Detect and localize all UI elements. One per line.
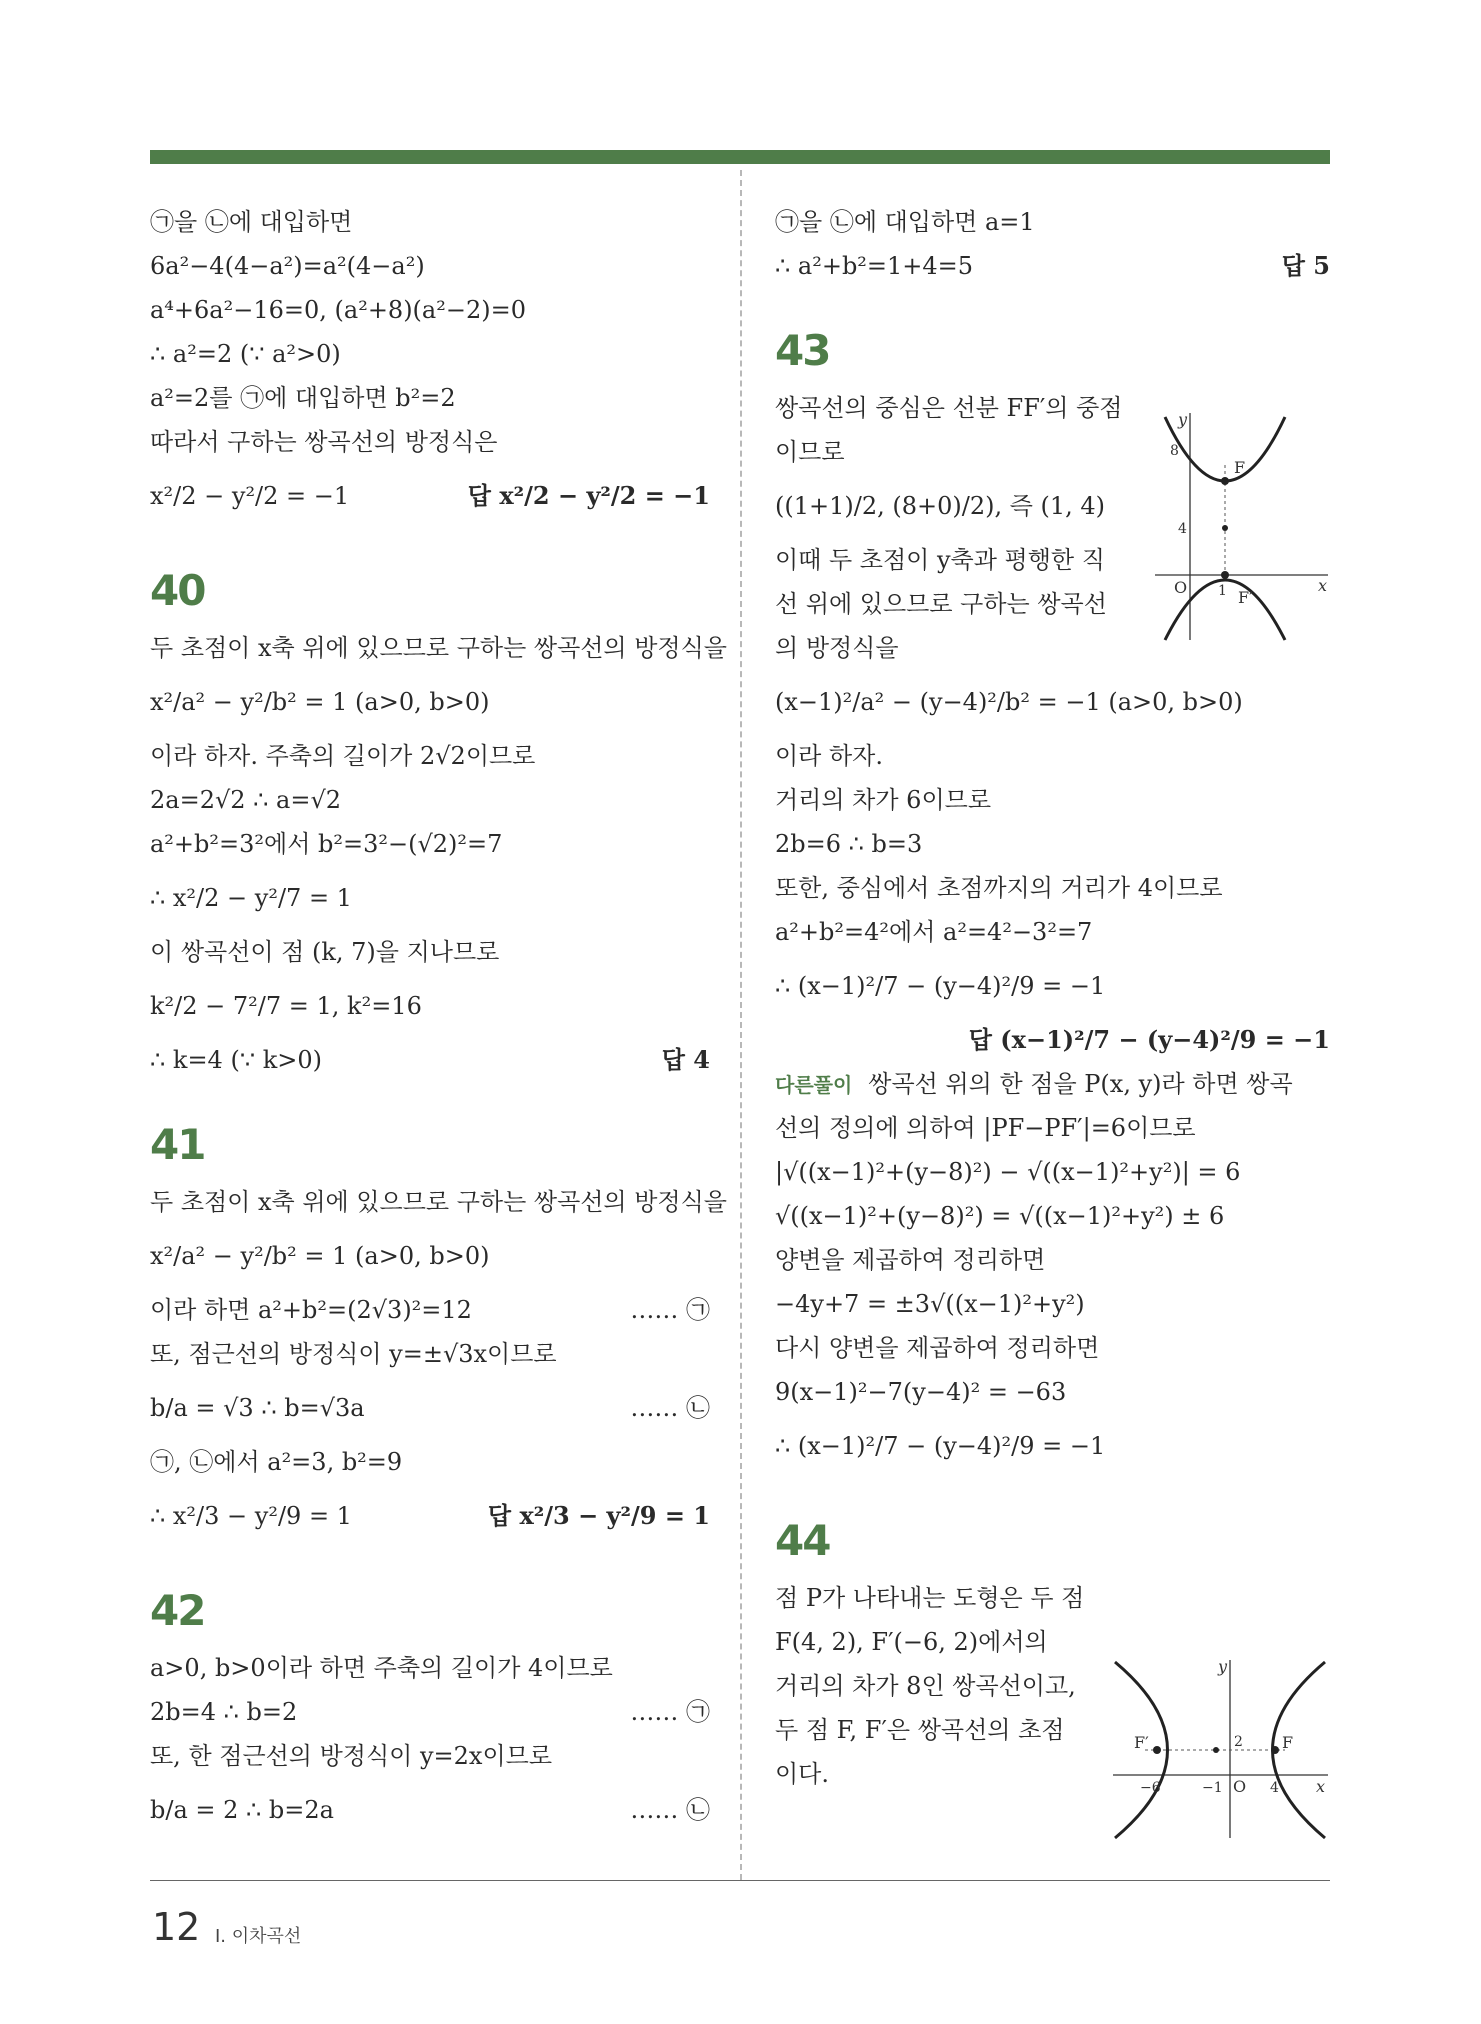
equation-line: x²/a² − y²/b² = 1 (a>0, b>0) (150, 1242, 490, 1270)
text-line (150, 1288, 710, 1332)
marker-1: …… ㉠ (630, 1296, 710, 1324)
chapter-title: Ⅰ. 이차곡선 (215, 1926, 302, 1947)
text-line: √((x−1)²+(y−8)²) = √((x−1)²+y²) ± 6 (775, 1202, 1225, 1230)
text-line: 이다. (775, 1760, 829, 1788)
text-line: 점 P가 나타내는 도형은 두 점 (775, 1584, 1085, 1612)
equation-line (150, 1778, 710, 1842)
text-line: 두 점 F, F′은 쌍곡선의 초점 (775, 1716, 1065, 1744)
marker-1: …… ㉠ (630, 1698, 710, 1726)
left-column (150, 200, 727, 1842)
text-line: 거리의 차가 6이므로 (775, 786, 991, 814)
text-line: 이 쌍곡선이 점 (k, 7)을 지나므로 (150, 938, 500, 966)
answer: 답 x²/2 − y²/2 = −1 (467, 481, 710, 510)
page-number: 12 (152, 1905, 201, 1949)
equation: x²/2 − y²/2 = −1 (150, 482, 350, 510)
text-line: 두 초점이 x축 위에 있으므로 구하는 쌍곡선의 방정식을 (150, 1188, 727, 1216)
tick-2: 2 (1234, 1734, 1243, 1750)
problem-number-41: 41 (150, 1120, 205, 1169)
text-line: 두 초점이 x축 위에 있으므로 구하는 쌍곡선의 방정식을 (150, 634, 727, 662)
text-line: ㉠, ㉡에서 a²=3, b²=9 (150, 1448, 403, 1476)
tick-8: 8 (1170, 443, 1179, 459)
tick-1: 1 (1218, 583, 1227, 599)
text-line: 선의 정의에 의하여 |PF−PF′|=6이므로 (775, 1114, 1196, 1142)
equation-line (150, 464, 710, 528)
y-label: y (1218, 1657, 1228, 1676)
equation-line: ((1+1)/2, (8+0)/2), 즉 (1, 4) (775, 492, 1106, 520)
equation-line (150, 1484, 710, 1548)
equation-line: ∴ x²/2 − y²/7 = 1 (150, 884, 352, 912)
conclusion: ∴ k=4 (∵ k>0) (150, 1046, 322, 1074)
equation-line: ∴ (x−1)²/7 − (y−4)²/9 = −1 (775, 972, 1106, 1000)
text-line (775, 244, 1330, 288)
text-line: 2b=6 ∴ b=3 (775, 830, 923, 858)
text-line: ㉠을 ㉡에 대입하면 a=1 (775, 208, 1035, 236)
origin-label: O (1233, 1777, 1247, 1796)
center-point (1213, 1747, 1219, 1753)
alt-text: 쌍곡선 위의 한 점을 P(x, y)라 하면 쌍곡 (868, 1070, 1293, 1098)
text-line: a²+b²=4²에서 a²=4²−3²=7 (775, 918, 1093, 946)
center-point (1222, 525, 1228, 531)
text-line: 6a²−4(4−a²)=a²(4−a²) (150, 252, 425, 280)
text-line: −4y+7 = ±3√((x−1)²+y²) (775, 1290, 1085, 1318)
focus-F (1221, 477, 1229, 485)
y-label: y (1178, 410, 1188, 429)
text-line (150, 1038, 710, 1082)
tick-neg6: −6 (1140, 1780, 1161, 1796)
text-line: 거리의 차가 8인 쌍곡선이고, (775, 1672, 1076, 1700)
label-F-prime: F′ (1134, 1733, 1149, 1752)
text-line: |√((x−1)²+(y−8)²) − √((x−1)²+y²)| = 6 (775, 1158, 1241, 1186)
tick-neg1: −1 (1202, 1780, 1223, 1796)
footer-rule (150, 1880, 1330, 1881)
tick-4: 4 (1270, 1780, 1279, 1796)
text-line: 쌍곡선의 중심은 선분 FF′의 중점 (775, 394, 1123, 422)
equation-line: k²/2 − 7²/7 = 1, k²=16 (150, 992, 422, 1020)
text-line: a⁴+6a²−16=0, (a²+8)(a²−2)=0 (150, 296, 526, 324)
text-line: 이때 두 초점이 y축과 평행한 직 (775, 546, 1105, 574)
text-line (150, 1690, 710, 1734)
focus-F-prime (1221, 571, 1229, 579)
text-line: 의 방정식을 (775, 634, 899, 662)
marker-2: …… ㉡ (630, 1394, 710, 1422)
text-line: a²=2를 ㉠에 대입하면 b²=2 (150, 384, 456, 412)
hyperbola-graph-44 (1110, 1650, 1330, 1840)
equation-line: x²/a² − y²/b² = 1 (a>0, b>0) (150, 688, 490, 716)
marker-2: …… ㉡ (630, 1796, 710, 1824)
x-label: x (1318, 576, 1328, 595)
text-line: ∴ a²=2 (∵ a²>0) (150, 340, 341, 368)
x-label: x (1316, 1777, 1326, 1796)
statement: b/a = √3 ∴ b=√3a (150, 1394, 365, 1422)
answer: 답 (x−1)²/7 − (y−4)²/9 = −1 (968, 1025, 1330, 1054)
statement: 2b=4 ∴ b=2 (150, 1698, 298, 1726)
text-line: 따라서 구하는 쌍곡선의 방정식은 (150, 428, 498, 456)
equation-line: (x−1)²/a² − (y−4)²/b² = −1 (a>0, b>0) (775, 688, 1243, 716)
focus-F-prime (1153, 1746, 1161, 1754)
text-line: 이므로 (775, 438, 845, 466)
text-line: 선 위에 있으므로 구하는 쌍곡선 (775, 590, 1107, 618)
text-line: 또한, 중심에서 초점까지의 거리가 4이므로 (775, 874, 1223, 902)
text-line: 2a=2√2 ∴ a=√2 (150, 786, 342, 814)
problem-number-44: 44 (775, 1516, 830, 1565)
text-line (775, 1062, 1330, 1106)
text-line: a²+b²=3²에서 b²=3²−(√2)²=7 (150, 830, 503, 858)
right-branch (1273, 1662, 1326, 1838)
problem-number-42: 42 (150, 1586, 205, 1635)
equation-line (150, 1376, 710, 1440)
origin-label: O (1174, 578, 1188, 597)
tick-4: 4 (1178, 521, 1187, 537)
answer: 답 5 (1281, 251, 1330, 280)
text-line: 9(x−1)²−7(y−4)² = −63 (775, 1378, 1067, 1406)
top-green-bar (150, 150, 1330, 164)
text-line: a>0, b>0이라 하면 주축의 길이가 4이므로 (150, 1654, 613, 1682)
hyperbola-graph-43 (1150, 405, 1330, 645)
column-divider (740, 170, 742, 1880)
text-line: 또, 한 점근선의 방정식이 y=2x이므로 (150, 1742, 553, 1770)
text-line: 이라 하자. 주축의 길이가 2√2이므로 (150, 742, 536, 770)
conclusion: ∴ a²+b²=1+4=5 (775, 252, 974, 280)
statement: 이라 하면 a²+b²=(2√3)²=12 (150, 1296, 472, 1324)
equation-line: ∴ (x−1)²/7 − (y−4)²/9 = −1 (775, 1432, 1106, 1460)
label-F: F (1234, 458, 1246, 477)
problem-number-43: 43 (775, 326, 830, 375)
text-line: ㉠을 ㉡에 대입하면 (150, 208, 353, 236)
label-F: F (1282, 1733, 1294, 1752)
statement: b/a = 2 ∴ b=2a (150, 1796, 334, 1824)
answer: 답 4 (661, 1045, 710, 1074)
text-line: 다시 양변을 제곱하여 정리하면 (775, 1334, 1100, 1362)
focus-F (1271, 1746, 1279, 1754)
text-line: 또, 점근선의 방정식이 y=±√3x이므로 (150, 1340, 557, 1368)
text-line: 이라 하자. (775, 742, 883, 770)
problem-number-40: 40 (150, 566, 205, 615)
answer: 답 x²/3 − y²/9 = 1 (487, 1501, 710, 1530)
text-line: 양변을 제곱하여 정리하면 (775, 1246, 1046, 1274)
text-line: F(4, 2), F′(−6, 2)에서의 (775, 1628, 1048, 1656)
label-F-prime: F′ (1238, 588, 1253, 607)
alt-solution-label: 다른풀이 (775, 1073, 853, 1097)
conclusion: ∴ x²/3 − y²/9 = 1 (150, 1502, 352, 1530)
